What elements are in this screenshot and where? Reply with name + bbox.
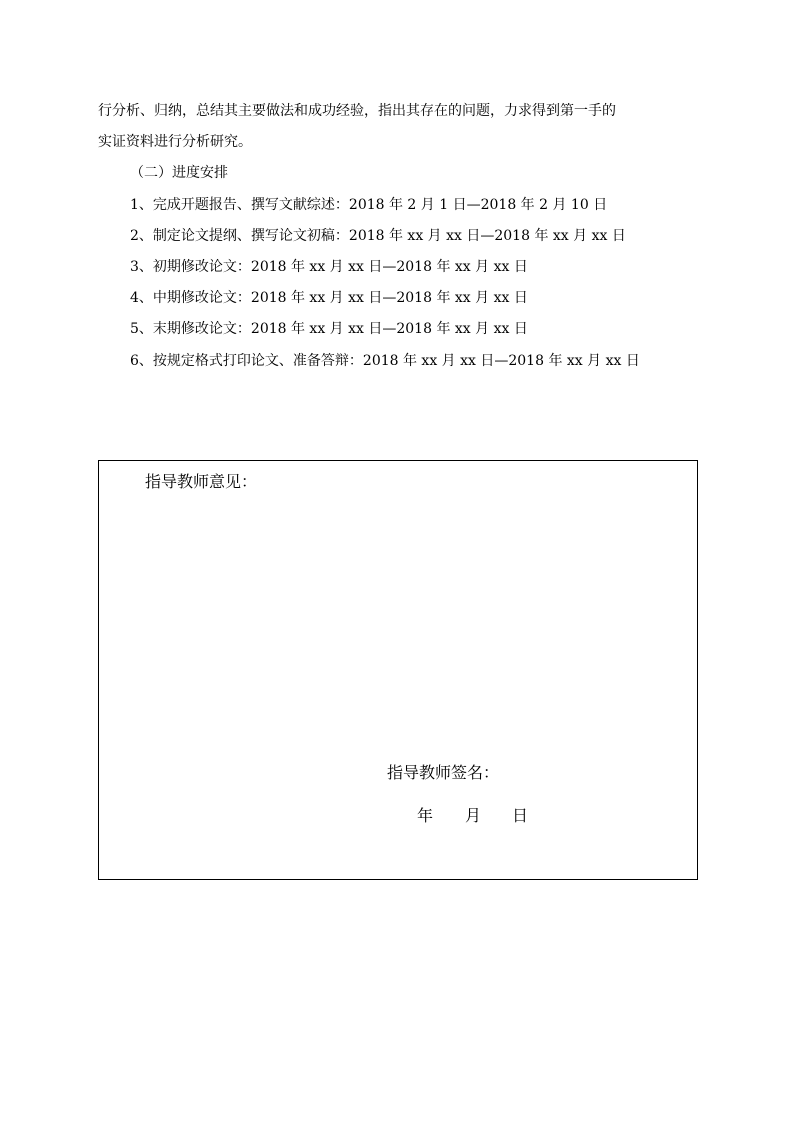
schedule-item: 6、按规定格式打印论文、准备答辩：2018 年 xx 月 xx 日—2018 年 xx 月 xx 日	[130, 353, 640, 369]
schedule-item: 4、中期修改论文：2018 年 xx 月 xx 日—2018 年 xx 月 xx 日	[130, 290, 528, 306]
advisor-signature-label: 指导教师签名：	[387, 763, 500, 782]
schedule-item: 2、制定论文提纲、撰写论文初稿：2018 年 xx 月 xx 日—2018 年 xx 月 xx 日	[130, 228, 626, 244]
advisor-opinion-box	[98, 460, 698, 880]
date-year-label: 年	[417, 806, 434, 825]
schedule-item: 5、末期修改论文：2018 年 xx 月 xx 日—2018 年 xx 月 xx 日	[130, 321, 528, 337]
section-heading: （二）进度安排	[130, 165, 228, 181]
schedule-item: 3、初期修改论文：2018 年 xx 月 xx 日—2018 年 xx 月 xx 日	[130, 259, 528, 275]
schedule-item: 1、完成开题报告、撰写文献综述：2018 年 2 月 1 日—2018 年 2 月 10 日	[130, 197, 608, 213]
paragraph-line: 行分析、归纳，总结其主要做法和成功经验，指出其存在的问题，力求得到第一手的	[98, 103, 616, 119]
advisor-opinion-heading: 指导教师意见：	[145, 472, 258, 491]
paragraph-line: 实证资料进行分析研究。	[98, 134, 252, 150]
date-month-label: 月	[465, 806, 482, 825]
date-day-label: 日	[512, 806, 529, 825]
